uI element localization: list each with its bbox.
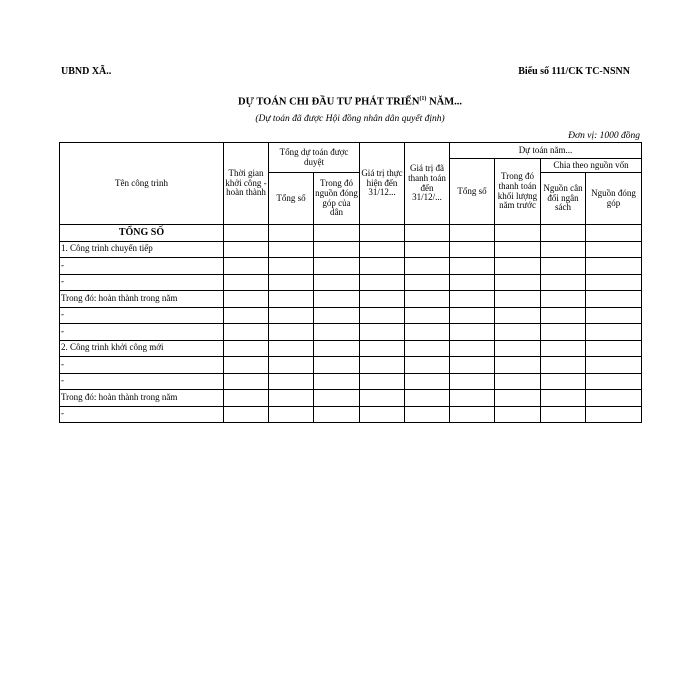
table-cell (360, 274, 405, 291)
table-cell (224, 340, 269, 357)
table-cell (450, 241, 495, 258)
table-cell (405, 225, 450, 242)
table-cell (224, 390, 269, 407)
table-cell (450, 357, 495, 374)
col-year-total: Tổng số (450, 159, 495, 225)
table-cell (269, 357, 314, 374)
table-cell (495, 340, 541, 357)
table-cell (405, 390, 450, 407)
table-cell (269, 291, 314, 308)
table-cell (541, 324, 586, 341)
table-cell (541, 390, 586, 407)
table-cell (495, 225, 541, 242)
table-cell (314, 406, 360, 423)
table-cell (405, 340, 450, 357)
table-cell (450, 307, 495, 324)
table-cell (314, 390, 360, 407)
table-cell (360, 340, 405, 357)
table-cell (586, 274, 642, 291)
table-cell (224, 274, 269, 291)
row-label: - (60, 324, 224, 341)
table-cell (541, 406, 586, 423)
title-main: DỰ TOÁN CHI ĐẦU TƯ PHÁT TRIỂN (237, 96, 420, 108)
table-cell (360, 357, 405, 374)
table-cell (495, 390, 541, 407)
table-row (60, 340, 642, 357)
table-cell (586, 324, 642, 341)
unit-label: Đơn vị: 1000 đồng (568, 131, 640, 141)
table-cell (495, 357, 541, 374)
table-cell (541, 307, 586, 324)
col-approved-estimate: Tổng dự toán được duyệt (269, 143, 360, 173)
table-cell (541, 357, 586, 374)
table-cell (450, 340, 495, 357)
col-project-name: Tên công trình (60, 143, 224, 225)
table-cell (495, 324, 541, 341)
row-label: - (60, 373, 224, 390)
table-cell (269, 340, 314, 357)
table-cell (586, 241, 642, 258)
table-cell (541, 340, 586, 357)
title-suffix: NĂM... (426, 96, 463, 108)
row-label: - (60, 406, 224, 423)
table-cell (224, 373, 269, 390)
row-label: - (60, 258, 224, 275)
table-cell (224, 357, 269, 374)
col-by-funding-source: Chia theo nguồn vốn (541, 159, 642, 173)
form-code: Biểu số 111/CK TC-NSNN (518, 66, 630, 77)
table-row (60, 357, 642, 374)
table-cell (360, 406, 405, 423)
col-approved-contribution: Trong đó nguồn đóng góp của dân (314, 173, 360, 225)
col-start-finish-time: Thời gian khởi công - hoàn thành (224, 143, 269, 225)
table-cell (586, 225, 642, 242)
table-cell (269, 241, 314, 258)
table-cell (405, 241, 450, 258)
table-cell (360, 373, 405, 390)
row-label: - (60, 274, 224, 291)
table-cell (314, 258, 360, 275)
table-cell (360, 291, 405, 308)
row-label: Trong đó: hoàn thành trong năm (60, 390, 224, 407)
table-row (60, 324, 642, 341)
table-cell (450, 373, 495, 390)
table-cell (450, 390, 495, 407)
document-subtitle: (Dự toán đã được Hội đồng nhân dân quyết định) (255, 114, 445, 124)
table-cell (269, 373, 314, 390)
table-cell (495, 241, 541, 258)
col-value-paid: Giá trị đã thanh toán đến 31/12/... (405, 143, 450, 225)
table-cell (586, 307, 642, 324)
table-cell (269, 307, 314, 324)
table-cell (224, 406, 269, 423)
table-row (60, 390, 642, 407)
table-cell (586, 390, 642, 407)
table-cell (314, 274, 360, 291)
col-value-executed: Giá trị thực hiện đến 31/12... (360, 143, 405, 225)
table-row (60, 241, 642, 258)
table-cell (405, 373, 450, 390)
table-cell (405, 258, 450, 275)
table-cell (405, 274, 450, 291)
table-row (60, 406, 642, 423)
table-cell (314, 324, 360, 341)
col-budget-balance-source: Nguồn cân đối ngân sách (541, 173, 586, 225)
col-year-prev-payment: Trong đó thanh toán khối lượng năm trước (495, 159, 541, 225)
title-footnote-mark: (1) (419, 96, 427, 102)
table-row (60, 258, 642, 275)
table-cell (450, 406, 495, 423)
table-cell (586, 357, 642, 374)
col-approved-total: Tổng số (269, 173, 314, 225)
budget-table (59, 142, 642, 423)
table-cell (405, 307, 450, 324)
document-title (0, 96, 700, 108)
table-cell (224, 225, 269, 242)
table-cell (269, 390, 314, 407)
table-cell (495, 258, 541, 275)
table-header (60, 143, 642, 225)
table-cell (586, 340, 642, 357)
table-cell (314, 241, 360, 258)
table-cell (450, 324, 495, 341)
table-row (60, 274, 642, 291)
table-row (60, 307, 642, 324)
table-cell (405, 291, 450, 308)
table-cell (495, 406, 541, 423)
organization-label: UBND XÃ.. (61, 66, 112, 77)
table-cell (495, 373, 541, 390)
table-cell (314, 340, 360, 357)
col-contribution-source: Nguồn đóng góp (586, 173, 642, 225)
table-cell (450, 258, 495, 275)
row-label: TỔNG SỐ (60, 225, 224, 242)
table-cell (541, 274, 586, 291)
table-cell (269, 274, 314, 291)
table-cell (586, 373, 642, 390)
table-row (60, 291, 642, 308)
table-cell (495, 307, 541, 324)
table-row (60, 225, 642, 242)
table-cell (269, 324, 314, 341)
table-body (60, 225, 642, 423)
table-cell (360, 241, 405, 258)
table-cell (224, 241, 269, 258)
table-cell (314, 291, 360, 308)
table-cell (541, 258, 586, 275)
table-cell (495, 291, 541, 308)
row-label: Trong đó: hoàn thành trong năm (60, 291, 224, 308)
table-cell (224, 307, 269, 324)
table-cell (269, 406, 314, 423)
table-cell (405, 406, 450, 423)
table-cell (541, 373, 586, 390)
row-label: - (60, 357, 224, 374)
table-cell (450, 225, 495, 242)
table-cell (541, 291, 586, 308)
row-label: 2. Công trình khởi công mới (60, 340, 224, 357)
table-cell (541, 225, 586, 242)
table-cell (314, 225, 360, 242)
table-cell (360, 390, 405, 407)
table-cell (586, 258, 642, 275)
table-cell (360, 225, 405, 242)
table-cell (314, 373, 360, 390)
table-cell (360, 307, 405, 324)
table-cell (224, 258, 269, 275)
row-label: - (60, 307, 224, 324)
table-cell (269, 225, 314, 242)
table-cell (405, 357, 450, 374)
table-cell (541, 241, 586, 258)
table-cell (495, 274, 541, 291)
table-cell (586, 406, 642, 423)
table-cell (224, 291, 269, 308)
table-cell (450, 274, 495, 291)
table-cell (360, 258, 405, 275)
table-cell (314, 307, 360, 324)
col-year-estimate: Dự toán năm... (450, 143, 642, 159)
table-cell (314, 357, 360, 374)
table-cell (360, 324, 405, 341)
table-cell (405, 324, 450, 341)
row-label: 1. Công trình chuyển tiếp (60, 241, 224, 258)
table-cell (586, 291, 642, 308)
table-cell (224, 324, 269, 341)
table-row (60, 373, 642, 390)
table-cell (269, 258, 314, 275)
table-cell (450, 291, 495, 308)
